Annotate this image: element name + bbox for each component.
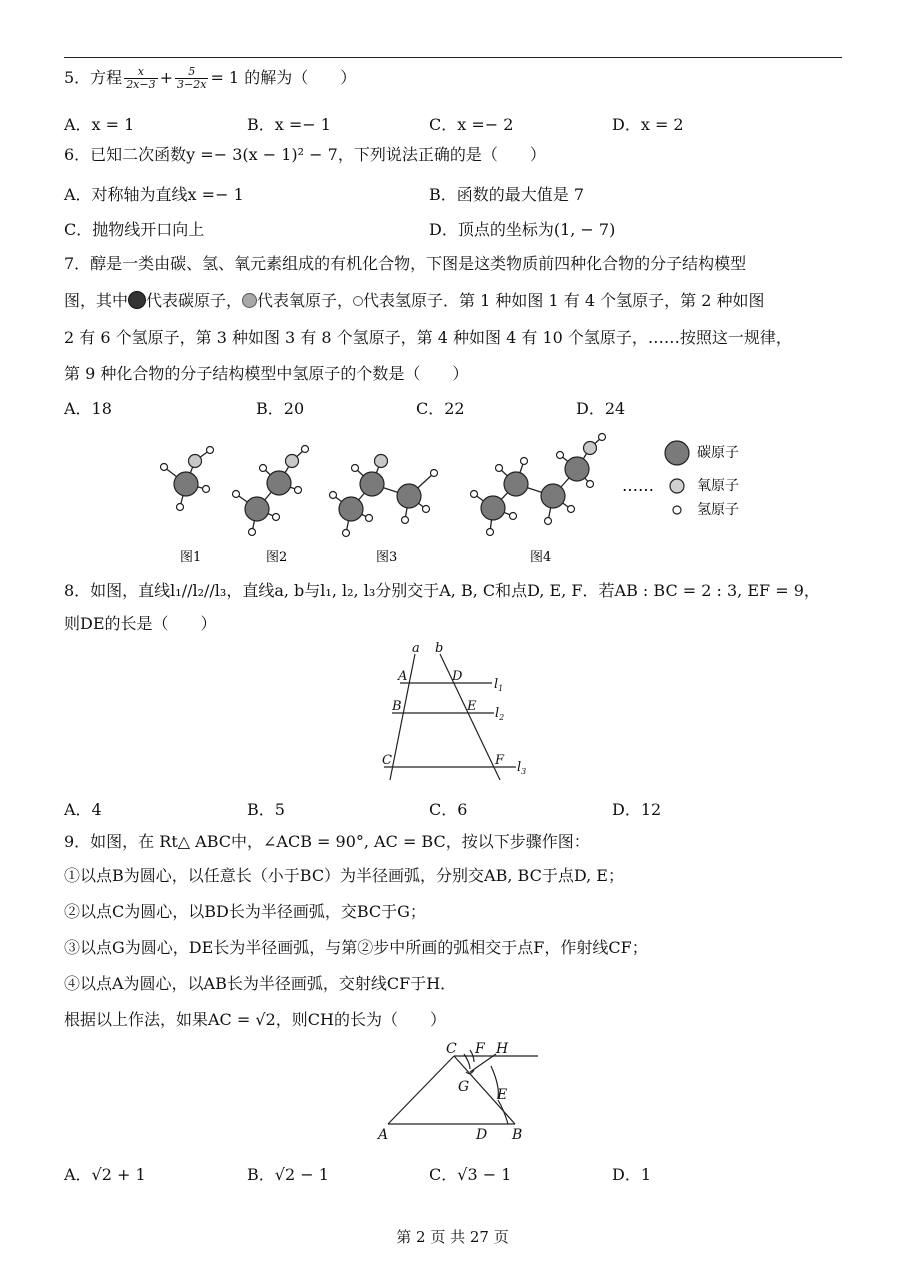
q7-option-a: A．18 [64,399,112,418]
q6-stem: 6．已知二次函数y =− 3(x − 1)² − 7，下列说法正确的是（ ） [64,145,546,164]
carbon-atom-icon [128,291,146,309]
q8-option-b: B．5 [247,800,285,819]
q9-step-3: ③以点G为圆心，DE长为半径画弧，与第②步中所画的弧相交于点F，作射线CF； [64,938,648,957]
q7-option-b: B．20 [256,399,305,418]
q9-line-1: 9．如图，在 Rt△ ABC中，∠ACB = 90°, AC = BC，按以下步骤作图： [64,832,590,851]
q5-fraction-2: $\frac{5}{3-2x}$ [177,65,207,91]
q9-point-a: A [378,1127,389,1143]
q8-point-c: C [382,753,392,768]
q8-label-a: a [412,642,420,656]
legend-oxygen-label: 氧原子 [697,478,739,494]
q9-question: 根据以上作法，如果AC = √2，则CH的长为（ ） [64,1010,446,1029]
q7-option-c: C．22 [416,399,465,418]
q9-point-d: D [476,1127,488,1143]
q5-option-d: D．x = 2 [612,115,684,134]
q5-option-b: B．x =− 1 [247,115,331,134]
page-footer: 第 2 页 共 27 页 [396,1228,509,1246]
q6-option-c: C．抛物线开口向上 [64,220,205,239]
figure-4-label: 图4 [530,550,552,565]
q9-option-d: D．1 [612,1165,652,1184]
q9-step-4: ④以点A为圆心，以AB长为半径画弧，交射线CF于H． [64,974,457,993]
q9-point-h: H [496,1041,509,1057]
q5-stem: 5．方程 $\frac{x}{2x-3}$ + $\frac{5}{3-2x}$ = 1 的解为（ ） [64,65,357,91]
q9-point-c: C [446,1041,457,1057]
q7-dots: …… [622,476,654,495]
figure-2-label: 图2 [266,550,288,565]
q8-point-a: A [398,669,408,684]
oxygen-atom-icon [242,293,257,308]
q9-step-1: ①以点B为圆心，以任意长（小于BC）为半径画弧，分别交AB, BC于点D, E； [64,866,624,885]
q7-molecule-figure [150,425,790,570]
q5-fraction-1: $\frac{x}{2x-3}$ [126,65,156,91]
legend-hydrogen-label: 氢原子 [697,502,739,518]
q6-option-a: A．对称轴为直线x =− 1 [64,185,244,204]
q9-option-b: B．√2 − 1 [247,1165,329,1184]
q8-option-a: A．4 [64,800,102,819]
q8-point-f: F [495,753,505,768]
q8-parallel-lines-figure [370,642,540,787]
q5-option-c: C．x =− 2 [429,115,514,134]
q6-option-d: D．顶点的坐标为(1, − 7) [429,220,616,239]
q9-point-g: G [458,1079,470,1095]
q8-line-l2: $l_2$ [495,706,505,722]
hydrogen-atom-icon [353,296,363,306]
q7-line-4: 第 9 种化合物的分子结构模型中氢原子的个数是（ ） [64,364,469,383]
q8-option-c: C．6 [429,800,468,819]
q5-option-a: A．x = 1 [64,115,135,134]
header-rule [64,57,842,58]
q8-option-d: D．12 [612,800,662,819]
q9-option-c: C．√3 − 1 [429,1165,512,1184]
q9-option-a: A．√2 + 1 [64,1165,146,1184]
legend-carbon-label: 碳原子 [697,445,739,461]
q8-point-e: E [467,699,477,714]
q7-line-2: 图，其中 代表碳原子， 代表氧原子， 代表氢原子．第 1 种如图 1 有 4 个氢原子，第 2 种如图 [64,291,765,310]
figure-1-label: 图1 [180,550,202,565]
q8-line-l3: $l_3$ [517,760,527,776]
q8-line-2: 则DE的长是（ ） [64,614,217,633]
q8-label-b: b [435,642,444,656]
q8-point-d: D [452,669,463,684]
q9-construction-figure [370,1036,550,1146]
figure-3-label: 图3 [376,550,398,565]
q8-line-1: 8．如图，直线l₁//l₂//l₃，直线a, b与l₁, l₂, l₃分别交于A, B, C和点D, E, F．若AB : BC = 2 : 3, EF = 9， [64,581,820,600]
q9-point-e: E [497,1087,508,1103]
q8-point-b: B [392,699,402,714]
q7-option-d: D．24 [576,399,626,418]
q6-option-b: B．函数的最大值是 7 [429,185,585,204]
q8-line-l1: $l_1$ [494,677,504,693]
q7-line-3: 2 有 6 个氢原子，第 3 种如图 3 有 8 个氢原子，第 4 种如图 4 有 10 个氢原子，……按照这一规律， [64,328,792,347]
q7-line-1: 7．醇是一类由碳、氢、氧元素组成的有机化合物，下图是这类物质前四种化合物的分子结构模型 [64,254,747,273]
q9-point-f: F [475,1041,485,1057]
q9-step-2: ②以点C为圆心，以BD长为半径画弧，交BC于G； [64,902,426,921]
q9-point-b: B [512,1127,523,1143]
